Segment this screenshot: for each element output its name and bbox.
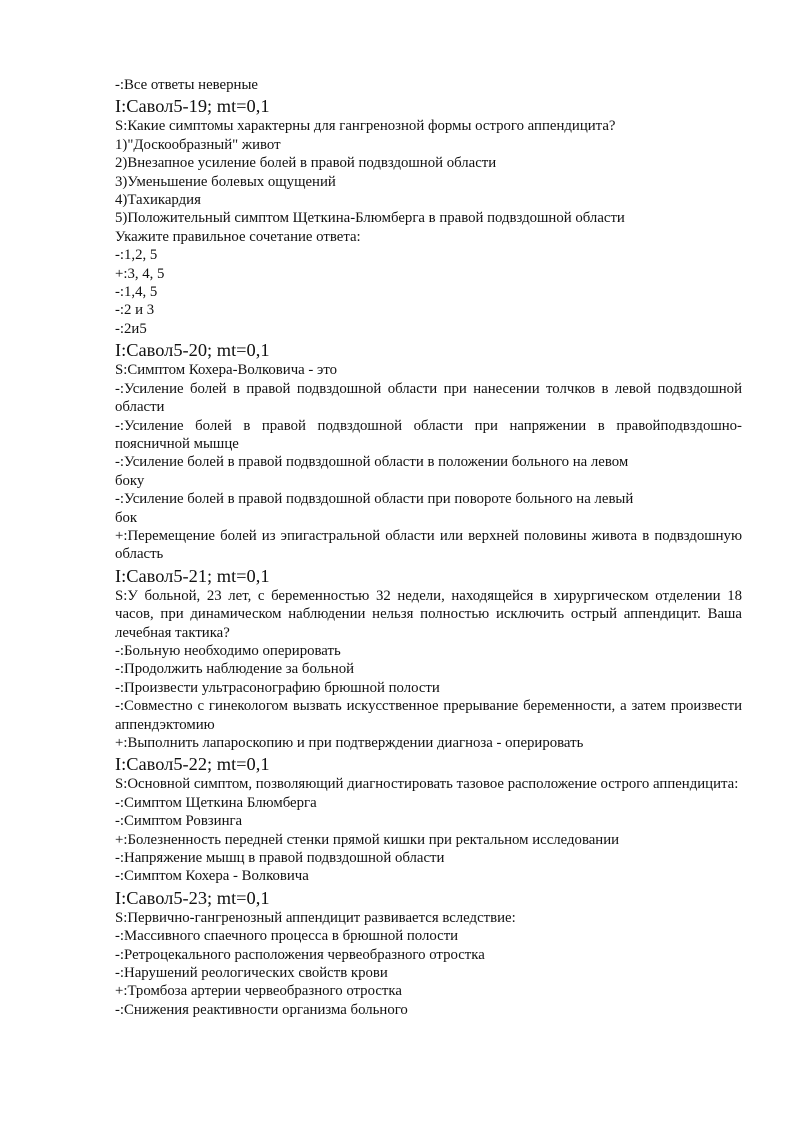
answer-option: -:2 и 3 xyxy=(115,302,155,319)
question-header: I:Савол5-22; mt=0,1 xyxy=(115,754,270,775)
list-item: 1)"Доскообразный" живот xyxy=(115,136,281,153)
question-block-23 xyxy=(115,887,742,1019)
answer-option: +:Выполнить лапароскопию и при подтверждении диагноза - оперировать xyxy=(115,735,584,751)
answer-option: -:Симптом Кохера - Волковича xyxy=(115,868,309,885)
question-header: I:Савол5-19; mt=0,1 xyxy=(115,96,270,117)
answer-option: +:3, 4, 5 xyxy=(115,265,165,282)
instruction-text: Укажите правильное сочетание ответа: xyxy=(115,228,361,245)
answer-option: -:2и5 xyxy=(115,320,147,337)
answer-option: -:Продолжить наблюдение за больной xyxy=(115,661,355,678)
list-item: 4)Тахикардия xyxy=(115,192,201,209)
question-header: I:Савол5-20; mt=0,1 xyxy=(115,340,270,361)
answer-option: -:Ретроцекального расположения червеобразного отростка xyxy=(115,946,485,963)
answer-option-continuation: бок xyxy=(115,509,138,526)
answer-option: -:Напряжение мышц в правой подвздошной области xyxy=(115,850,445,867)
answer-option: +:Тромбоза артерии червеобразного отростка xyxy=(115,983,402,1000)
answer-option: -:1,2, 5 xyxy=(115,247,158,264)
answer-option: -:Усиление болей в правой подвздошной области при напряжении в правойподвздошно-поясничной мышце xyxy=(115,417,742,452)
answer-option: -:Нарушений реологических свойств крови xyxy=(115,965,388,982)
question-block-19 xyxy=(115,95,742,338)
answer-option: -:Совместно с гинекологом вызвать искусственное прерывание беременности, а затем произвести аппендэктомию xyxy=(115,698,742,733)
answer-option-continuation: боку xyxy=(115,472,145,489)
question-block-21 xyxy=(115,565,742,753)
list-item: 2)Внезапное усиление болей в правой подвздошной области xyxy=(115,155,497,172)
document-page xyxy=(115,76,742,1019)
question-block-20 xyxy=(115,339,742,563)
question-text: S:Основной симптом, позволяющий диагностировать тазовое расположение острого аппендицита: xyxy=(115,776,739,793)
question-text: S:Симптом Кохера-Волковича - это xyxy=(115,362,338,379)
answer-option: -:Усиление болей в правой подвздошной области в положении больного на левом xyxy=(115,454,629,471)
answer-option: -:Усиление болей в правой подвздошной области при повороте больного на левый xyxy=(115,491,634,508)
answer-option: -:Симптом Щеткина Блюмберга xyxy=(115,794,317,811)
question-block-22 xyxy=(115,753,742,885)
answer-option: +:Болезненность передней стенки прямой кишки при ректальном исследовании xyxy=(115,831,620,848)
answer-option: -:Произвести ультрасонографию брюшной полости xyxy=(115,679,440,696)
list-item: 3)Уменьшение болевых ощущений xyxy=(115,173,336,190)
answer-option: -:Все ответы неверные xyxy=(115,77,258,93)
question-text: S:У больной, 23 лет, с беременностью 32 недели, находящейся в хирургическом отделении 18 часов, при динамическом наблюдении нельзя полностью исключить острый аппендицит. Ваша лечебная тактика? xyxy=(115,587,742,641)
question-header: I:Савол5-23; mt=0,1 xyxy=(115,887,270,908)
question-text: S:Какие симптомы характерны для гангренозной формы острого аппендицита? xyxy=(115,118,616,135)
question-text: S:Первично-гангренозный аппендицит развивается вследствие: xyxy=(115,909,516,926)
answer-option: -:Усиление болей в правой подвздошной области при нанесении толчков в левой подвздошной области xyxy=(115,380,742,416)
list-item: 5)Положительный симптом Щеткина-Блюмберга в правой подвздошной области xyxy=(115,210,625,227)
question-header: I:Савол5-21; mt=0,1 xyxy=(115,565,270,586)
answer-option: -:Снижения реактивности организма больного xyxy=(115,1001,408,1018)
answer-option: -:Массивного спаечного процесса в брюшной полости xyxy=(115,928,459,945)
answer-option: -:1,4, 5 xyxy=(115,284,158,301)
answer-option: -:Симптом Ровзинга xyxy=(115,813,243,830)
answer-option: -:Больную необходимо оперировать xyxy=(115,642,341,659)
answer-option: +:Перемещение болей из эпигастральной области или верхней половины живота в подвздошную область xyxy=(115,527,742,563)
